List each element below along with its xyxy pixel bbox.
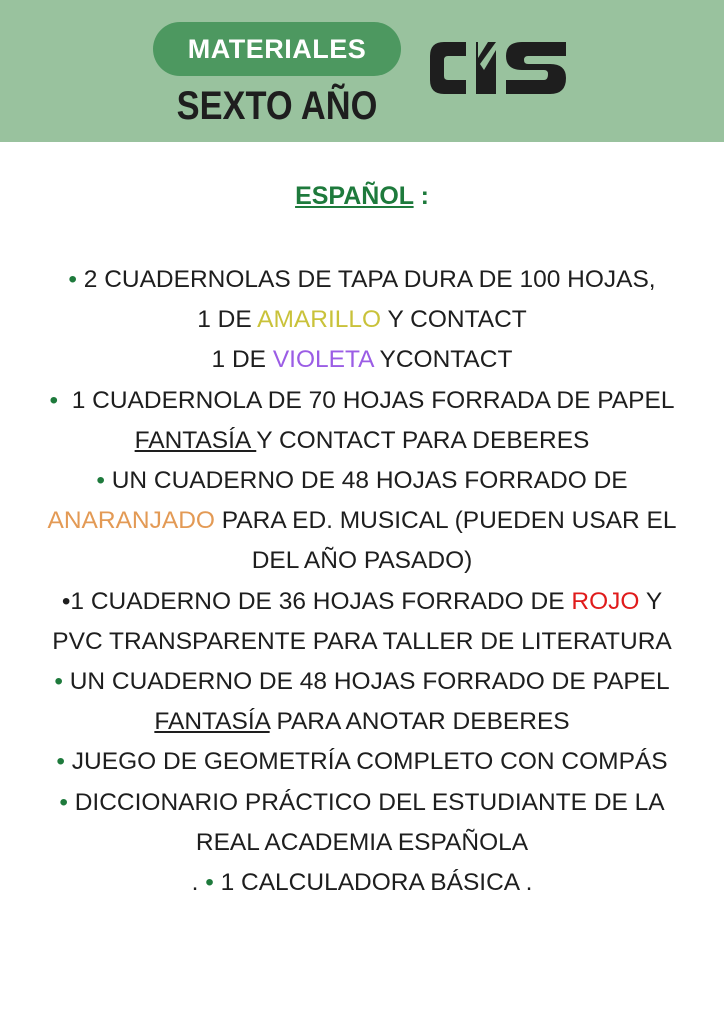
list-item-continuation xyxy=(0,340,724,380)
list-item xyxy=(0,662,724,702)
materials-list xyxy=(0,260,724,903)
list-item-continuation xyxy=(0,702,724,742)
bullet-icon: • xyxy=(49,386,59,414)
item-text: 1 DE xyxy=(211,346,273,374)
item-text: 1 CALCULADORA BÁSICA . xyxy=(213,869,533,897)
list-item-continuation xyxy=(0,421,724,461)
color-word-anaranjado: ANARANJADO xyxy=(47,507,215,535)
item-text: Y CONTACT xyxy=(381,306,527,334)
bullet-icon: • xyxy=(61,587,71,615)
section-title-colon: : xyxy=(413,182,429,210)
item-text: 2 CUADERNOLAS DE TAPA DURA DE 100 HOJAS, xyxy=(83,266,656,293)
section-title-text: ESPAÑOL xyxy=(295,182,414,210)
list-item xyxy=(0,783,724,823)
item-text: Y xyxy=(639,587,663,615)
list-item-continuation xyxy=(0,541,724,581)
item-text: UN CUADERNO DE 48 HOJAS FORRADO DE xyxy=(104,467,628,495)
list-item-continuation xyxy=(0,501,724,541)
bullet-icon: • xyxy=(56,748,65,776)
item-text: DICCIONARIO PRÁCTICO DEL ESTUDIANTE DE LA xyxy=(67,788,665,816)
list-item-continuation xyxy=(0,622,724,662)
color-word-amarillo: AMARILLO xyxy=(257,306,382,334)
color-word-rojo: ROJO xyxy=(571,587,640,615)
bullet-icon: • xyxy=(59,788,68,816)
item-text: DEL AÑO PASADO) xyxy=(251,547,473,575)
section-title xyxy=(0,182,724,211)
item-text: Y CONTACT PARA DEBERES xyxy=(256,426,590,454)
pill-label: MATERIALES xyxy=(187,33,367,64)
cis-logo xyxy=(426,36,570,100)
item-text: 1 DE xyxy=(197,306,258,334)
leading-period: . xyxy=(191,869,206,897)
item-text: UN CUADERNO DE 48 HOJAS FORRADO DE PAPEL xyxy=(62,668,670,696)
item-text: REAL ACADEMIA ESPAÑOLA xyxy=(195,828,529,856)
grade-title: SEXTO AÑO xyxy=(176,83,378,128)
header-banner xyxy=(0,0,724,142)
item-text: 1 CUADERNOLA DE 70 HOJAS FORRADA DE PAPEL xyxy=(58,386,675,414)
materiales-pill xyxy=(153,22,401,76)
bullet-icon: • xyxy=(68,266,77,293)
fantasia-underlined: FANTASÍA xyxy=(134,426,257,454)
list-item xyxy=(0,260,724,300)
list-item-continuation xyxy=(0,823,724,863)
list-item xyxy=(0,582,724,622)
bullet-icon: • xyxy=(205,869,214,897)
list-item xyxy=(0,381,724,421)
item-text: JUEGO DE GEOMETRÍA COMPLETO CON COMPÁS xyxy=(64,748,668,776)
bullet-icon: • xyxy=(96,467,105,495)
item-text: PARA ED. MUSICAL (PUEDEN USAR EL xyxy=(214,507,677,535)
item-text: 1 CUADERNO DE 36 HOJAS FORRADO DE xyxy=(70,587,572,615)
list-item xyxy=(0,863,724,903)
item-text: YCONTACT xyxy=(373,346,513,374)
bullet-icon: • xyxy=(54,668,63,696)
color-word-violeta: VIOLETA xyxy=(272,346,374,374)
item-text: PARA ANOTAR DEBERES xyxy=(269,708,570,736)
list-item xyxy=(0,742,724,782)
fantasia-underlined: FANTASÍA xyxy=(154,708,270,736)
item-text: PVC TRANSPARENTE PARA TALLER DE LITERATURA xyxy=(52,627,672,655)
list-item xyxy=(0,461,724,501)
list-item-continuation xyxy=(0,300,724,340)
